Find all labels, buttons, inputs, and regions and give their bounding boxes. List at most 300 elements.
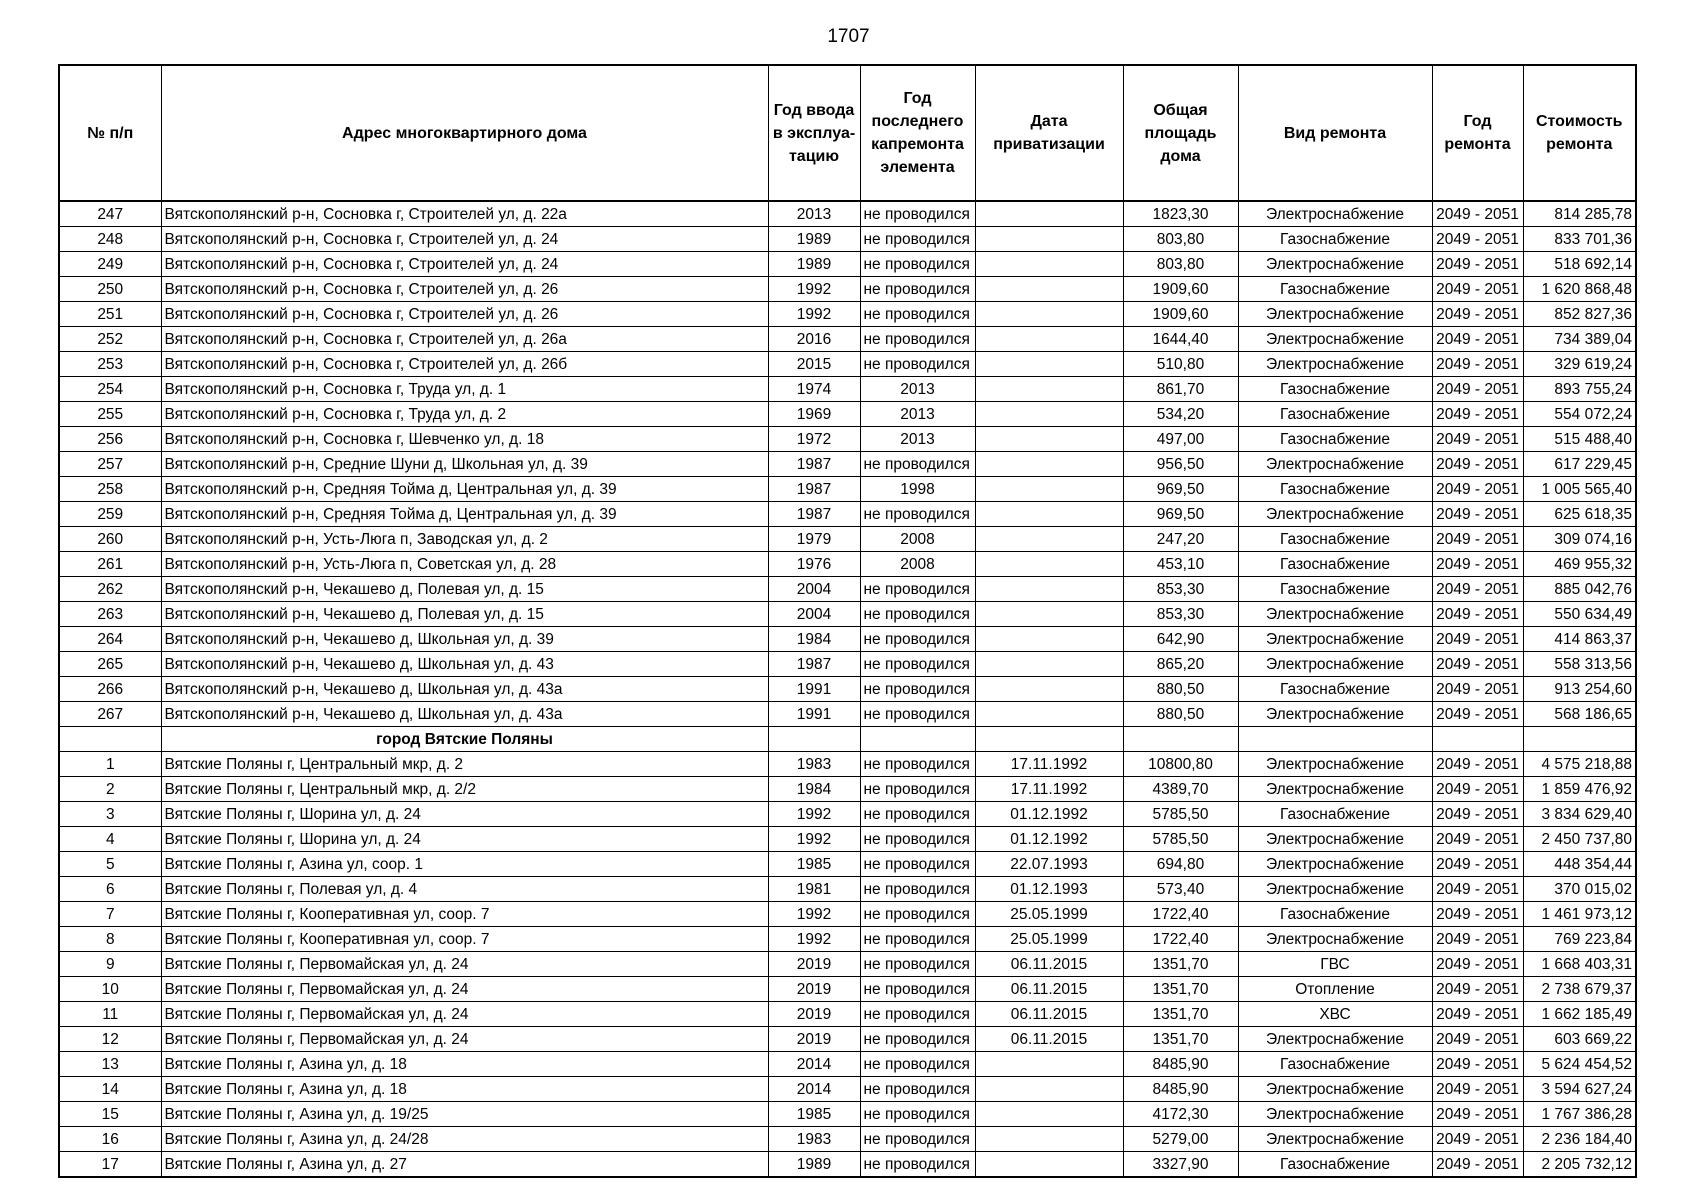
- cell-repair-year: 2049 - 2051: [1432, 327, 1523, 352]
- cell-cost: 414 863,37: [1523, 627, 1636, 652]
- cell-cost: 893 755,24: [1523, 377, 1636, 402]
- cell-last-repair: не проводился: [860, 327, 975, 352]
- cell-cost: 2 236 184,40: [1523, 1127, 1636, 1152]
- cell-cost: 568 186,65: [1523, 702, 1636, 727]
- table-row: [59, 402, 1636, 427]
- cell-address: Вятские Поляны г, Первомайская ул, д. 24: [161, 1002, 768, 1027]
- cell-area: 4172,30: [1123, 1102, 1238, 1127]
- cell-privatization: 01.12.1992: [975, 802, 1123, 827]
- cell-address: Вятскополянский р-н, Средние Шуни д, Школьная ул, д. 39: [161, 452, 768, 477]
- header-last-repair: Год последнего капремонта элемента: [860, 65, 975, 201]
- cell-num: 15: [59, 1102, 161, 1127]
- cell-cost: 625 618,35: [1523, 502, 1636, 527]
- cell-privatization: [975, 252, 1123, 277]
- cell-last-repair: [860, 727, 975, 752]
- cell-area: 5785,50: [1123, 827, 1238, 852]
- cell-area: 865,20: [1123, 652, 1238, 677]
- cell-repair-year: 2049 - 2051: [1432, 602, 1523, 627]
- cell-privatization: [975, 702, 1123, 727]
- cell-num: 249: [59, 252, 161, 277]
- cell-num: 267: [59, 702, 161, 727]
- cell-year-built: 1983: [768, 1127, 860, 1152]
- cell-year-built: 1983: [768, 752, 860, 777]
- cell-repair-year: 2049 - 2051: [1432, 527, 1523, 552]
- cell-address: Вятскополянский р-н, Чекашево д, Школьная ул, д. 39: [161, 627, 768, 652]
- cell-year-built: 1984: [768, 777, 860, 802]
- cell-area: 880,50: [1123, 702, 1238, 727]
- cell-address: Вятскополянский р-н, Сосновка г, Труда ул, д. 1: [161, 377, 768, 402]
- cell-repair-type: Газоснабжение: [1238, 1052, 1432, 1077]
- cell-repair-year: 2049 - 2051: [1432, 201, 1523, 227]
- cell-cost: 515 488,40: [1523, 427, 1636, 452]
- cell-year-built: 1992: [768, 827, 860, 852]
- cell-address: Вятскополянский р-н, Сосновка г, Строителей ул, д. 22а: [161, 201, 768, 227]
- table-row: [59, 427, 1636, 452]
- cell-num: 260: [59, 527, 161, 552]
- table-row: [59, 252, 1636, 277]
- cell-num: 251: [59, 302, 161, 327]
- cell-year-built: 1992: [768, 277, 860, 302]
- cell-year-built: 1992: [768, 302, 860, 327]
- cell-privatization: [975, 502, 1123, 527]
- table-row: [59, 777, 1636, 802]
- table-row: [59, 652, 1636, 677]
- cell-privatization: [975, 1052, 1123, 1077]
- cell-num: 258: [59, 477, 161, 502]
- table-row: [59, 1052, 1636, 1077]
- cell-repair-year: 2049 - 2051: [1432, 1002, 1523, 1027]
- table-row: [59, 502, 1636, 527]
- cell-num: 265: [59, 652, 161, 677]
- cell-address: Вятские Поляны г, Азина ул, соор. 1: [161, 852, 768, 877]
- cell-num: 256: [59, 427, 161, 452]
- cell-privatization: 06.11.2015: [975, 1002, 1123, 1027]
- cell-last-repair: 2008: [860, 552, 975, 577]
- cell-repair-type: ГВС: [1238, 952, 1432, 977]
- cell-year-built: 2019: [768, 977, 860, 1002]
- cell-repair-year: [1432, 727, 1523, 752]
- cell-repair-year: 2049 - 2051: [1432, 502, 1523, 527]
- cell-repair-year: 2049 - 2051: [1432, 452, 1523, 477]
- cell-cost: 1 859 476,92: [1523, 777, 1636, 802]
- cell-last-repair: 2013: [860, 377, 975, 402]
- cell-address: Вятскополянский р-н, Сосновка г, Строителей ул, д. 26б: [161, 352, 768, 377]
- cell-privatization: [975, 427, 1123, 452]
- cell-area: 803,80: [1123, 227, 1238, 252]
- cell-num: 250: [59, 277, 161, 302]
- cell-area: 8485,90: [1123, 1077, 1238, 1102]
- cell-last-repair: не проводился: [860, 877, 975, 902]
- table-row: [59, 927, 1636, 952]
- cell-last-repair: не проводился: [860, 577, 975, 602]
- cell-privatization: [975, 577, 1123, 602]
- cell-cost: 4 575 218,88: [1523, 752, 1636, 777]
- cell-address: Вятскополянский р-н, Сосновка г, Строителей ул, д. 26: [161, 277, 768, 302]
- cell-area: 969,50: [1123, 477, 1238, 502]
- cell-cost: 852 827,36: [1523, 302, 1636, 327]
- table-row: [59, 377, 1636, 402]
- cell-address: Вятскополянский р-н, Чекашево д, Полевая ул, д. 15: [161, 602, 768, 627]
- cell-address: Вятские Поляны г, Шорина ул, д. 24: [161, 802, 768, 827]
- cell-year-built: 2014: [768, 1077, 860, 1102]
- cell-address: Вятскополянский р-н, Чекашево д, Школьная ул, д. 43а: [161, 677, 768, 702]
- cell-area: 1351,70: [1123, 1002, 1238, 1027]
- cell-num: 266: [59, 677, 161, 702]
- cell-repair-type: ХВС: [1238, 1002, 1432, 1027]
- cell-last-repair: не проводился: [860, 1102, 975, 1127]
- cell-privatization: [975, 227, 1123, 252]
- table-row: [59, 702, 1636, 727]
- cell-last-repair: не проводился: [860, 352, 975, 377]
- cell-repair-type: Электроснабжение: [1238, 652, 1432, 677]
- table-row: [59, 577, 1636, 602]
- cell-repair-year: 2049 - 2051: [1432, 952, 1523, 977]
- cell-address: Вятские Поляны г, Азина ул, д. 24/28: [161, 1127, 768, 1152]
- cell-repair-year: 2049 - 2051: [1432, 977, 1523, 1002]
- cell-repair-year: 2049 - 2051: [1432, 1102, 1523, 1127]
- cell-year-built: 1989: [768, 227, 860, 252]
- cell-address: Вятскополянский р-н, Сосновка г, Строителей ул, д. 26а: [161, 327, 768, 352]
- cell-repair-year: 2049 - 2051: [1432, 552, 1523, 577]
- cell-cost: 3 834 629,40: [1523, 802, 1636, 827]
- cell-last-repair: не проводился: [860, 927, 975, 952]
- cell-repair-year: 2049 - 2051: [1432, 752, 1523, 777]
- cell-last-repair: не проводился: [860, 802, 975, 827]
- cell-num: 264: [59, 627, 161, 652]
- cell-repair-year: 2049 - 2051: [1432, 252, 1523, 277]
- cell-last-repair: не проводился: [860, 777, 975, 802]
- cell-year-built: 1991: [768, 702, 860, 727]
- cell-privatization: [975, 277, 1123, 302]
- cell-num: 5: [59, 852, 161, 877]
- cell-num: 2: [59, 777, 161, 802]
- cell-repair-year: 2049 - 2051: [1432, 352, 1523, 377]
- cell-address: Вятскополянский р-н, Сосновка г, Строителей ул, д. 24: [161, 227, 768, 252]
- cell-area: 956,50: [1123, 452, 1238, 477]
- cell-last-repair: не проводился: [860, 252, 975, 277]
- cell-num: 255: [59, 402, 161, 427]
- cell-area: 853,30: [1123, 577, 1238, 602]
- cell-repair-type: Газоснабжение: [1238, 552, 1432, 577]
- cell-cost: 885 042,76: [1523, 577, 1636, 602]
- header-area: Общая площадь дома: [1123, 65, 1238, 201]
- cell-last-repair: не проводился: [860, 702, 975, 727]
- cell-repair-type: Электроснабжение: [1238, 252, 1432, 277]
- cell-repair-year: 2049 - 2051: [1432, 477, 1523, 502]
- cell-cost: 5 624 454,52: [1523, 1052, 1636, 1077]
- cell-repair-year: 2049 - 2051: [1432, 427, 1523, 452]
- repair-registry-table: [58, 64, 1637, 1178]
- cell-address: Вятские Поляны г, Центральный мкр, д. 2: [161, 752, 768, 777]
- table-body: [59, 201, 1636, 1177]
- cell-address: Вятские Поляны г, Первомайская ул, д. 24: [161, 952, 768, 977]
- cell-address: Вятские Поляны г, Полевая ул, д. 4: [161, 877, 768, 902]
- cell-repair-type: Электроснабжение: [1238, 627, 1432, 652]
- cell-privatization: [975, 1077, 1123, 1102]
- cell-cost: 2 738 679,37: [1523, 977, 1636, 1002]
- cell-last-repair: не проводился: [860, 452, 975, 477]
- cell-repair-year: 2049 - 2051: [1432, 577, 1523, 602]
- table-row: [59, 1152, 1636, 1178]
- cell-area: 5785,50: [1123, 802, 1238, 827]
- cell-last-repair: не проводился: [860, 1152, 975, 1178]
- cell-last-repair: не проводился: [860, 602, 975, 627]
- cell-year-built: 2015: [768, 352, 860, 377]
- cell-repair-type: Электроснабжение: [1238, 1027, 1432, 1052]
- cell-privatization: 06.11.2015: [975, 952, 1123, 977]
- cell-cost: 329 619,24: [1523, 352, 1636, 377]
- table-row: [59, 1027, 1636, 1052]
- cell-num: 257: [59, 452, 161, 477]
- cell-last-repair: не проводился: [860, 952, 975, 977]
- cell-num: 6: [59, 877, 161, 902]
- table-row: [59, 227, 1636, 252]
- cell-area: 4389,70: [1123, 777, 1238, 802]
- cell-repair-type: Газоснабжение: [1238, 227, 1432, 252]
- cell-area: 1351,70: [1123, 1027, 1238, 1052]
- cell-cost: 769 223,84: [1523, 927, 1636, 952]
- cell-area: 573,40: [1123, 877, 1238, 902]
- table-row: [59, 902, 1636, 927]
- cell-num: 248: [59, 227, 161, 252]
- table-row: [59, 527, 1636, 552]
- table-row: [59, 1102, 1636, 1127]
- cell-repair-type: Электроснабжение: [1238, 201, 1432, 227]
- cell-address: Вятскополянский р-н, Сосновка г, Строителей ул, д. 24: [161, 252, 768, 277]
- cell-num: 11: [59, 1002, 161, 1027]
- cell-last-repair: не проводился: [860, 201, 975, 227]
- table-row: [59, 627, 1636, 652]
- cell-address: Вятскополянский р-н, Сосновка г, Шевченко ул, д. 18: [161, 427, 768, 452]
- cell-area: 1351,70: [1123, 952, 1238, 977]
- cell-privatization: [975, 627, 1123, 652]
- cell-last-repair: не проводился: [860, 1127, 975, 1152]
- header-num: № п/п: [59, 65, 161, 201]
- cell-cost: 370 015,02: [1523, 877, 1636, 902]
- cell-num: 8: [59, 927, 161, 952]
- cell-repair-year: 2049 - 2051: [1432, 677, 1523, 702]
- cell-year-built: 2004: [768, 602, 860, 627]
- cell-num: 16: [59, 1127, 161, 1152]
- cell-repair-type: Электроснабжение: [1238, 602, 1432, 627]
- cell-area: 1644,40: [1123, 327, 1238, 352]
- cell-address: Вятские Поляны г, Кооперативная ул, соор. 7: [161, 902, 768, 927]
- cell-year-built: 1985: [768, 852, 860, 877]
- table-row: [59, 302, 1636, 327]
- cell-repair-type: Газоснабжение: [1238, 527, 1432, 552]
- table-row: [59, 977, 1636, 1002]
- cell-repair-type: Электроснабжение: [1238, 1102, 1432, 1127]
- table-header-row: [59, 65, 1636, 201]
- cell-privatization: 17.11.1992: [975, 752, 1123, 777]
- table-row: [59, 602, 1636, 627]
- cell-address: Вятские Поляны г, Первомайская ул, д. 24: [161, 977, 768, 1002]
- cell-repair-type: Электроснабжение: [1238, 852, 1432, 877]
- cell-last-repair: не проводился: [860, 827, 975, 852]
- cell-repair-type: Электроснабжение: [1238, 702, 1432, 727]
- cell-repair-type: Электроснабжение: [1238, 502, 1432, 527]
- cell-area: 880,50: [1123, 677, 1238, 702]
- cell-privatization: [975, 1102, 1123, 1127]
- cell-privatization: [975, 452, 1123, 477]
- cell-last-repair: не проводился: [860, 752, 975, 777]
- cell-num: 261: [59, 552, 161, 577]
- header-cost: Стоимость ремонта: [1523, 65, 1636, 201]
- cell-area: 1909,60: [1123, 302, 1238, 327]
- cell-num: [59, 727, 161, 752]
- cell-cost: 603 669,22: [1523, 1027, 1636, 1052]
- cell-area: 8485,90: [1123, 1052, 1238, 1077]
- cell-cost: 550 634,49: [1523, 602, 1636, 627]
- cell-privatization: [975, 602, 1123, 627]
- cell-repair-year: 2049 - 2051: [1432, 852, 1523, 877]
- header-year-built: Год ввода в эксплуа-тацию: [768, 65, 860, 201]
- cell-cost: 833 701,36: [1523, 227, 1636, 252]
- cell-last-repair: не проводился: [860, 1077, 975, 1102]
- cell-repair-type: Электроснабжение: [1238, 1127, 1432, 1152]
- cell-repair-year: 2049 - 2051: [1432, 627, 1523, 652]
- cell-num: 247: [59, 201, 161, 227]
- table-row: [59, 877, 1636, 902]
- cell-privatization: 06.11.2015: [975, 977, 1123, 1002]
- cell-privatization: [975, 402, 1123, 427]
- cell-area: 694,80: [1123, 852, 1238, 877]
- cell-privatization: [975, 1152, 1123, 1178]
- cell-year-built: 1985: [768, 1102, 860, 1127]
- cell-year-built: 2019: [768, 1027, 860, 1052]
- section-heading-row: [59, 727, 1636, 752]
- cell-repair-year: 2049 - 2051: [1432, 377, 1523, 402]
- cell-cost: 814 285,78: [1523, 201, 1636, 227]
- cell-cost: 617 229,45: [1523, 452, 1636, 477]
- cell-address: Вятскополянский р-н, Чекашево д, Школьная ул, д. 43а: [161, 702, 768, 727]
- cell-cost: 469 955,32: [1523, 552, 1636, 577]
- cell-repair-year: 2049 - 2051: [1432, 927, 1523, 952]
- cell-privatization: [975, 201, 1123, 227]
- cell-privatization: 01.12.1993: [975, 877, 1123, 902]
- cell-last-repair: не проводился: [860, 977, 975, 1002]
- cell-repair-year: 2049 - 2051: [1432, 827, 1523, 852]
- cell-repair-year: 2049 - 2051: [1432, 1077, 1523, 1102]
- cell-repair-type: Газоснабжение: [1238, 477, 1432, 502]
- cell-repair-type: Электроснабжение: [1238, 452, 1432, 477]
- cell-year-built: 1972: [768, 427, 860, 452]
- cell-area: 497,00: [1123, 427, 1238, 452]
- cell-repair-year: 2049 - 2051: [1432, 1027, 1523, 1052]
- cell-year-built: 2019: [768, 952, 860, 977]
- cell-repair-year: 2049 - 2051: [1432, 1152, 1523, 1178]
- cell-num: 4: [59, 827, 161, 852]
- header-repair-year: Год ремонта: [1432, 65, 1523, 201]
- cell-num: 14: [59, 1077, 161, 1102]
- cell-repair-type: Газоснабжение: [1238, 402, 1432, 427]
- cell-repair-year: 2049 - 2051: [1432, 877, 1523, 902]
- table-row: [59, 352, 1636, 377]
- cell-repair-type: Газоснабжение: [1238, 902, 1432, 927]
- cell-address: Вятские Поляны г, Шорина ул, д. 24: [161, 827, 768, 852]
- cell-num: 17: [59, 1152, 161, 1178]
- cell-last-repair: не проводился: [860, 1052, 975, 1077]
- cell-area: 1823,30: [1123, 201, 1238, 227]
- cell-address: Вятские Поляны г, Азина ул, д. 18: [161, 1052, 768, 1077]
- cell-area: 510,80: [1123, 352, 1238, 377]
- cell-last-repair: не проводился: [860, 902, 975, 927]
- cell-area: 1722,40: [1123, 902, 1238, 927]
- table-row: [59, 1002, 1636, 1027]
- table-row: [59, 952, 1636, 977]
- cell-cost: 554 072,24: [1523, 402, 1636, 427]
- cell-cost: 2 205 732,12: [1523, 1152, 1636, 1178]
- cell-last-repair: не проводился: [860, 227, 975, 252]
- cell-area: 1909,60: [1123, 277, 1238, 302]
- table-row: [59, 452, 1636, 477]
- table-row: [59, 201, 1636, 227]
- cell-year-built: [768, 727, 860, 752]
- cell-num: 263: [59, 602, 161, 627]
- cell-repair-type: Электроснабжение: [1238, 352, 1432, 377]
- table-row: [59, 477, 1636, 502]
- cell-year-built: 2016: [768, 327, 860, 352]
- cell-cost: 913 254,60: [1523, 677, 1636, 702]
- cell-last-repair: не проводился: [860, 502, 975, 527]
- cell-num: 259: [59, 502, 161, 527]
- cell-year-built: 1974: [768, 377, 860, 402]
- cell-address: Вятскополянский р-н, Сосновка г, Труда ул, д. 2: [161, 402, 768, 427]
- cell-num: 7: [59, 902, 161, 927]
- cell-num: 252: [59, 327, 161, 352]
- cell-year-built: 1987: [768, 477, 860, 502]
- cell-repair-type: Электроснабжение: [1238, 777, 1432, 802]
- cell-repair-type: Газоснабжение: [1238, 1152, 1432, 1178]
- cell-repair-year: 2049 - 2051: [1432, 702, 1523, 727]
- cell-num: 253: [59, 352, 161, 377]
- cell-area: 861,70: [1123, 377, 1238, 402]
- cell-cost: 1 668 403,31: [1523, 952, 1636, 977]
- cell-privatization: [975, 377, 1123, 402]
- cell-repair-type: Электроснабжение: [1238, 877, 1432, 902]
- cell-year-built: 1992: [768, 802, 860, 827]
- cell-cost: 1 005 565,40: [1523, 477, 1636, 502]
- cell-privatization: 25.05.1999: [975, 927, 1123, 952]
- cell-repair-type: [1238, 727, 1432, 752]
- cell-address: Вятскополянский р-н, Усть-Люга п, Советская ул, д. 28: [161, 552, 768, 577]
- cell-repair-type: Газоснабжение: [1238, 577, 1432, 602]
- table-row: [59, 802, 1636, 827]
- cell-cost: 309 074,16: [1523, 527, 1636, 552]
- cell-area: 1351,70: [1123, 977, 1238, 1002]
- page-number: 1707: [827, 26, 870, 47]
- cell-cost: 518 692,14: [1523, 252, 1636, 277]
- cell-cost: 1 767 386,28: [1523, 1102, 1636, 1127]
- cell-address: Вятскополянский р-н, Сосновка г, Строителей ул, д. 26: [161, 302, 768, 327]
- table-row: [59, 752, 1636, 777]
- cell-last-repair: не проводился: [860, 277, 975, 302]
- cell-area: 1722,40: [1123, 927, 1238, 952]
- cell-cost: 1 662 185,49: [1523, 1002, 1636, 1027]
- cell-year-built: 1991: [768, 677, 860, 702]
- cell-year-built: 2014: [768, 1052, 860, 1077]
- cell-repair-year: 2049 - 2051: [1432, 1127, 1523, 1152]
- cell-repair-year: 2049 - 2051: [1432, 802, 1523, 827]
- cell-last-repair: не проводился: [860, 1027, 975, 1052]
- cell-cost: 448 354,44: [1523, 852, 1636, 877]
- cell-cost: 2 450 737,80: [1523, 827, 1636, 852]
- cell-num: 3: [59, 802, 161, 827]
- cell-year-built: 1989: [768, 252, 860, 277]
- cell-area: 969,50: [1123, 502, 1238, 527]
- table-row: [59, 852, 1636, 877]
- cell-year-built: 1981: [768, 877, 860, 902]
